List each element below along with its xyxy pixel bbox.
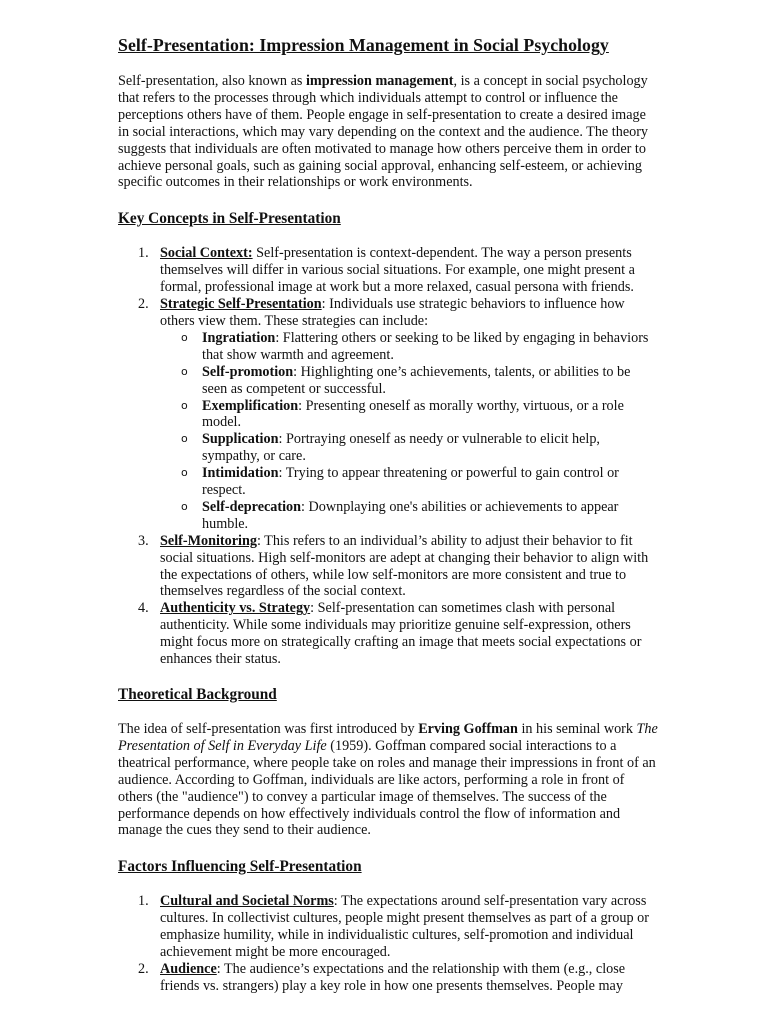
document-page [118,34,658,995]
list-number: 4. [138,600,149,617]
strategy-item [160,431,658,465]
background-bold-name: Erving Goffman [418,721,518,737]
list-text: : This refers to an individual’s ability to adjust their behavior to fit social situations. High self-monitors are adept at changing their behavior to align with the expectations of others, while low self-monitors are more consistent and true to themselves regardless of the social context. [160,532,649,600]
strategy-term: Self-deprecation [202,498,302,515]
strategy-term: Self-promotion [202,363,294,380]
list-item [118,296,658,533]
intro-text-start: Self-presentation, also known as [118,73,306,89]
strategy-text: : Flattering others or seeking to be liked by engaging in behaviors that show warmth and agreement. [202,329,649,363]
key-concepts-list [118,245,658,668]
list-term: Authenticity vs. Strategy [160,600,311,617]
bullet-circle-icon: o [181,466,188,480]
intro-bold-term: impression management [305,73,454,89]
list-term: Strategic Self-Presentation [160,296,322,313]
intro-paragraph [118,73,658,191]
strategy-text: : Downplaying one's abilities or achievements to appear humble. [202,498,619,532]
list-text: : Self-presentation can sometimes clash with personal authenticity. While some individuals may prioritize genuine self-expression, others might focus more on strategically crafting an image that meets social expectations or enhances their status. [160,600,642,668]
strategy-text: : Highlighting one’s achievements, talents, or abilities to be seen as competent or successful. [202,363,631,397]
theoretical-background-paragraph [118,721,658,839]
list-term: Self-Monitoring [160,532,257,549]
strategy-item [160,398,658,432]
list-number: 3. [138,532,149,549]
strategy-term: Ingratiation [202,329,276,346]
list-number: 2. [138,960,149,977]
strategy-term: Intimidation [202,465,279,482]
factors-list [118,893,658,994]
key-concepts-heading: Key Concepts in Self-Presentation [118,210,341,228]
document-title: Self-Presentation: Impression Management in Social Psychology [118,35,609,55]
background-text-mid: in his seminal work [517,721,637,737]
strategy-term: Supplication [202,431,279,448]
list-item [118,961,658,995]
background-text-start: The idea of self-presentation was first introduced by [118,721,419,737]
list-term: Social Context: [160,245,253,262]
strategy-text: : Presenting oneself as morally worthy, virtuous, or a role model. [202,397,624,431]
list-text: : The expectations around self-presentation vary across cultures. In collectivist cultures, people might present themselves as part of a group or emphasize humility, while in individualistic cultures, self-promotion and individual achievement might be more encouraged. [160,893,649,961]
bullet-circle-icon: o [181,330,188,344]
strategy-text: : Portraying oneself as needy or vulnerable to elicit help, sympathy, or care. [202,431,600,465]
background-book-title: The Presentation of Self in Everyday Life [118,721,658,754]
bullet-circle-icon: o [181,398,188,412]
factors-heading: Factors Influencing Self-Presentation [118,858,362,876]
strategy-term: Exemplification [202,397,299,414]
background-text-rest: (1959). Goffman compared social interactions to a theatrical performance, where people take on roles and manage their impressions in front of an audience. According to Goffman, individuals are like actors, performing a role in front of others (the "audience") to convey a particular image of themselves. The success of the performance depends on how effectively individuals control the flow of information and manage the cues they send to their audience. [118,737,656,839]
list-text: : The audience’s expectations and the relationship with them (e.g., close friends vs. strangers) play a key role in how one presents themselves. People may [160,960,626,994]
list-number: 1. [138,893,149,910]
intro-text-rest: , is a concept in social psychology that refers to the processes through which individuals attempt to control or influence the perceptions others have of them. People engage in self-presentation to create a desired image in social interactions, which may vary depending on the context and the audience. The theory suggests that individuals are often motivated to manage how others perceive them in order to achieve personal goals, such as gaining social approval, enhancing self-esteem, or achieving specific outcomes in their relationships or work environments. [118,73,649,191]
list-item [118,245,658,296]
strategy-item [160,499,658,533]
strategy-item [160,465,658,499]
list-number: 2. [138,296,149,313]
strategy-item [160,330,658,364]
bullet-circle-icon: o [181,364,188,378]
strategies-list [160,330,658,533]
list-text: : Individuals use strategic behaviors to influence how others view them. These strategies can include: [160,296,625,329]
list-term: Audience [160,960,217,977]
list-number: 1. [138,245,149,262]
strategy-item [160,364,658,398]
bullet-circle-icon: o [181,499,188,513]
list-item [118,893,658,961]
list-term: Cultural and Societal Norms [160,893,334,910]
list-item [118,600,658,668]
theoretical-background-heading: Theoretical Background [118,686,277,703]
list-text: Self-presentation is context-dependent. The way a person presents themselves will differ in various social situations. For example, one might present a formal, professional image at work but a more relaxed, casual persona with friends. [160,245,635,296]
bullet-circle-icon: o [181,432,188,446]
strategy-text: : Trying to appear threatening or powerful to gain control or respect. [202,465,619,499]
list-item [118,533,658,601]
